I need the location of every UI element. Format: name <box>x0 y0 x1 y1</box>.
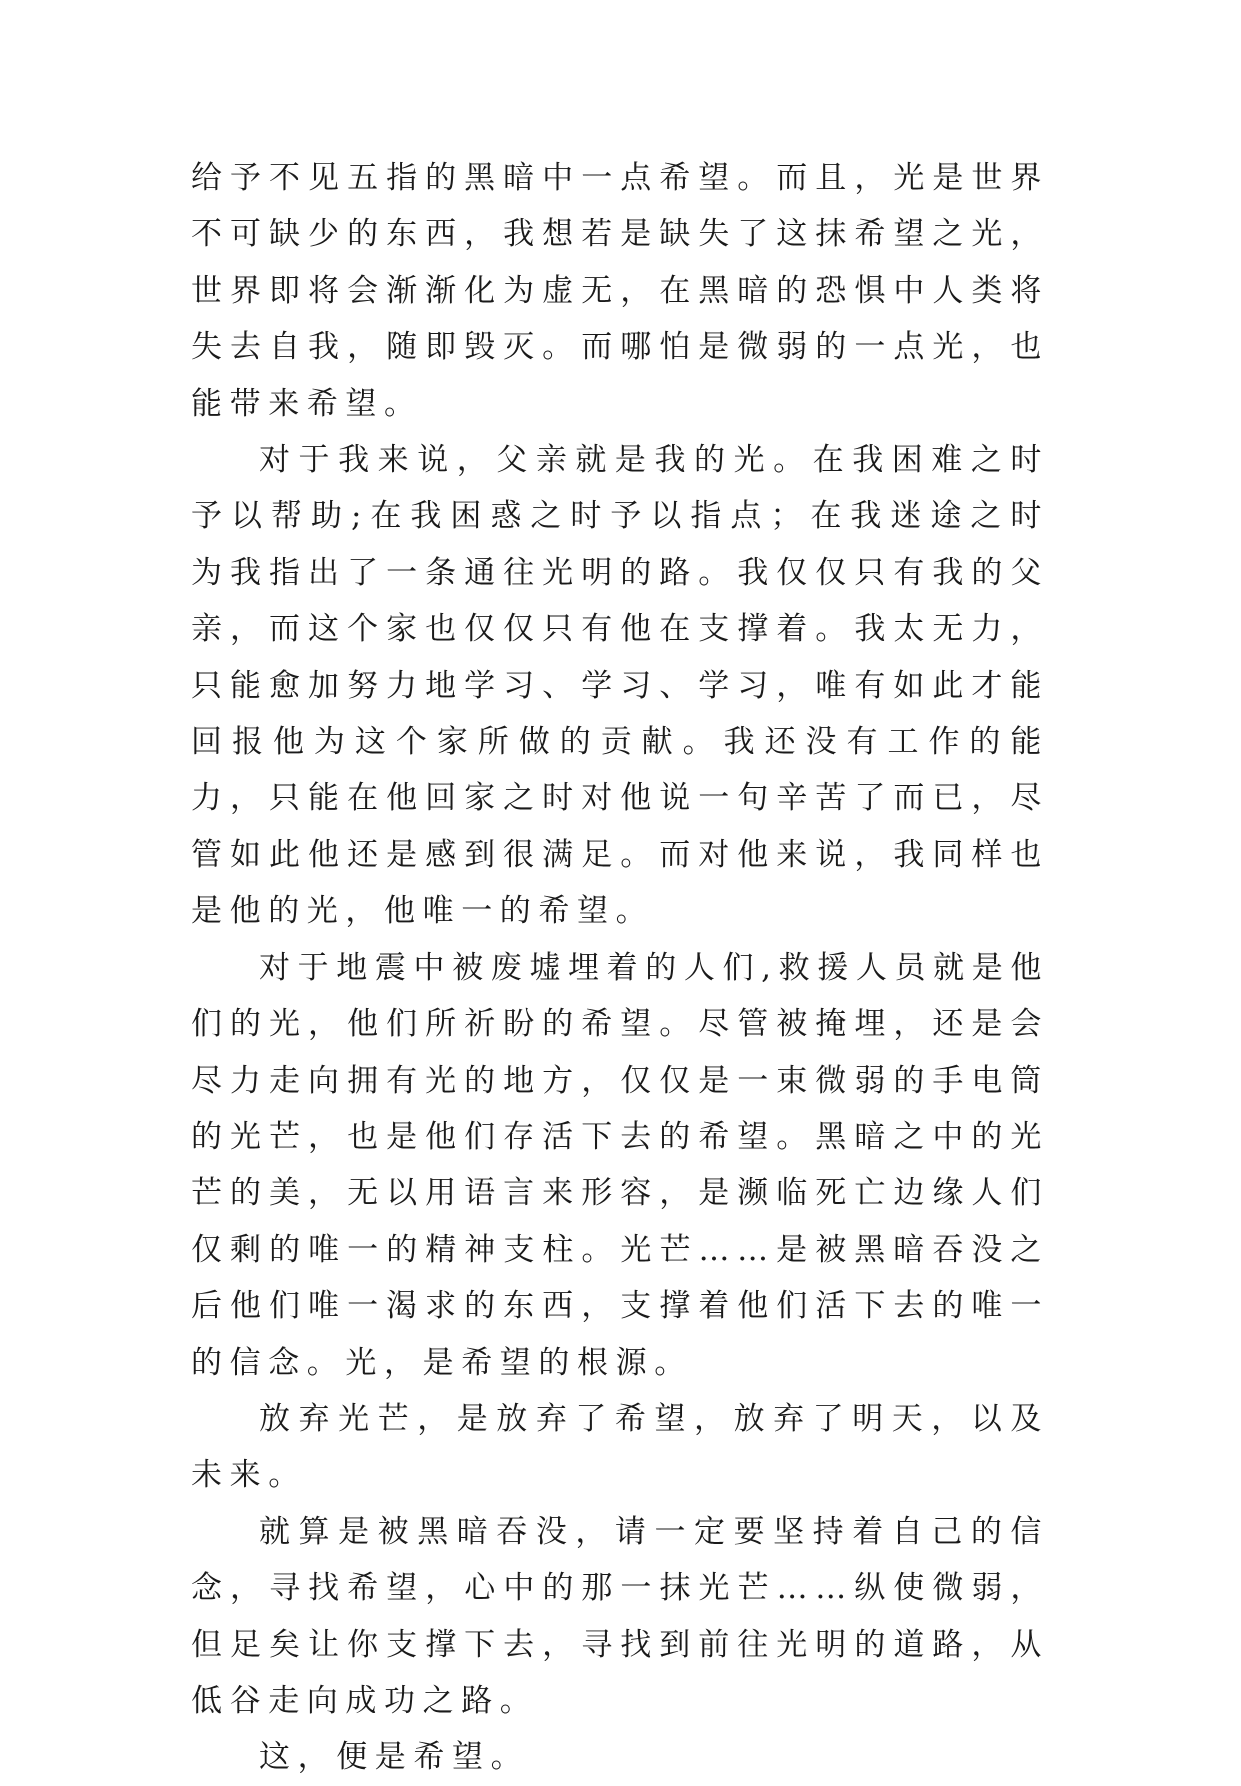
paragraph-4: 放弃光芒，是放弃了希望，放弃了明天，以及未来。 <box>191 1400 1049 1494</box>
paragraph-1: 给予不见五指的黑暗中一点希望。而且，光是世界不可缺少的东西，我想若是缺失了这抹希望之光，世界即将会渐渐化为虚无，在黑暗的恐惧中人类将失去自我，随即毁灭。而哪怕是微弱的一点光，也能带来希望。 <box>191 160 1049 422</box>
paragraph-5: 就算是被黑暗吞没，请一定要坚持着自己的信念，寻找希望，心中的那一抹光芒……纵使微弱，但足矣让你支撑下去，寻找到前往光明的道路，从低谷走向成功之路。 <box>191 1513 1049 1719</box>
paragraph-2: 对于我来说，父亲就是我的光。在我困难之时予以帮助;在我困惑之时予以指点；在我迷途之时为我指出了一条通往光明的路。我仅仅只有我的父亲，而这个家也仅仅只有他在支撑着。我太无力，只能愈加努力地学习、学习、学习，唯有如此才能回报他为这个家所做的贡献。我还没有工作的能力，只能在他回家之时对他说一句辛苦了而已，尽管如此他还是感到很满足。而对他来说，我同样也是他的光，他唯一的希望。 <box>191 442 1049 930</box>
paragraph-6: 这，便是希望。 <box>259 1739 530 1776</box>
paragraph-3: 对于地震中被废墟埋着的人们,救援人员就是他们的光，他们所祈盼的希望。尽管被掩埋，还是会尽力走向拥有光的地方，仅仅是一束微弱的手电筒的光芒，也是他们存活下去的希望。黑暗之中的光芒的美，无以用语言来形容，是濒临死亡边缘人们仅剩的唯一的精神支柱。光芒……是被黑暗吞没之后他们唯一渴求的东西，支撑着他们活下去的唯一的信念。光，是希望的根源。 <box>191 949 1049 1381</box>
document-body <box>191 150 1049 1786</box>
